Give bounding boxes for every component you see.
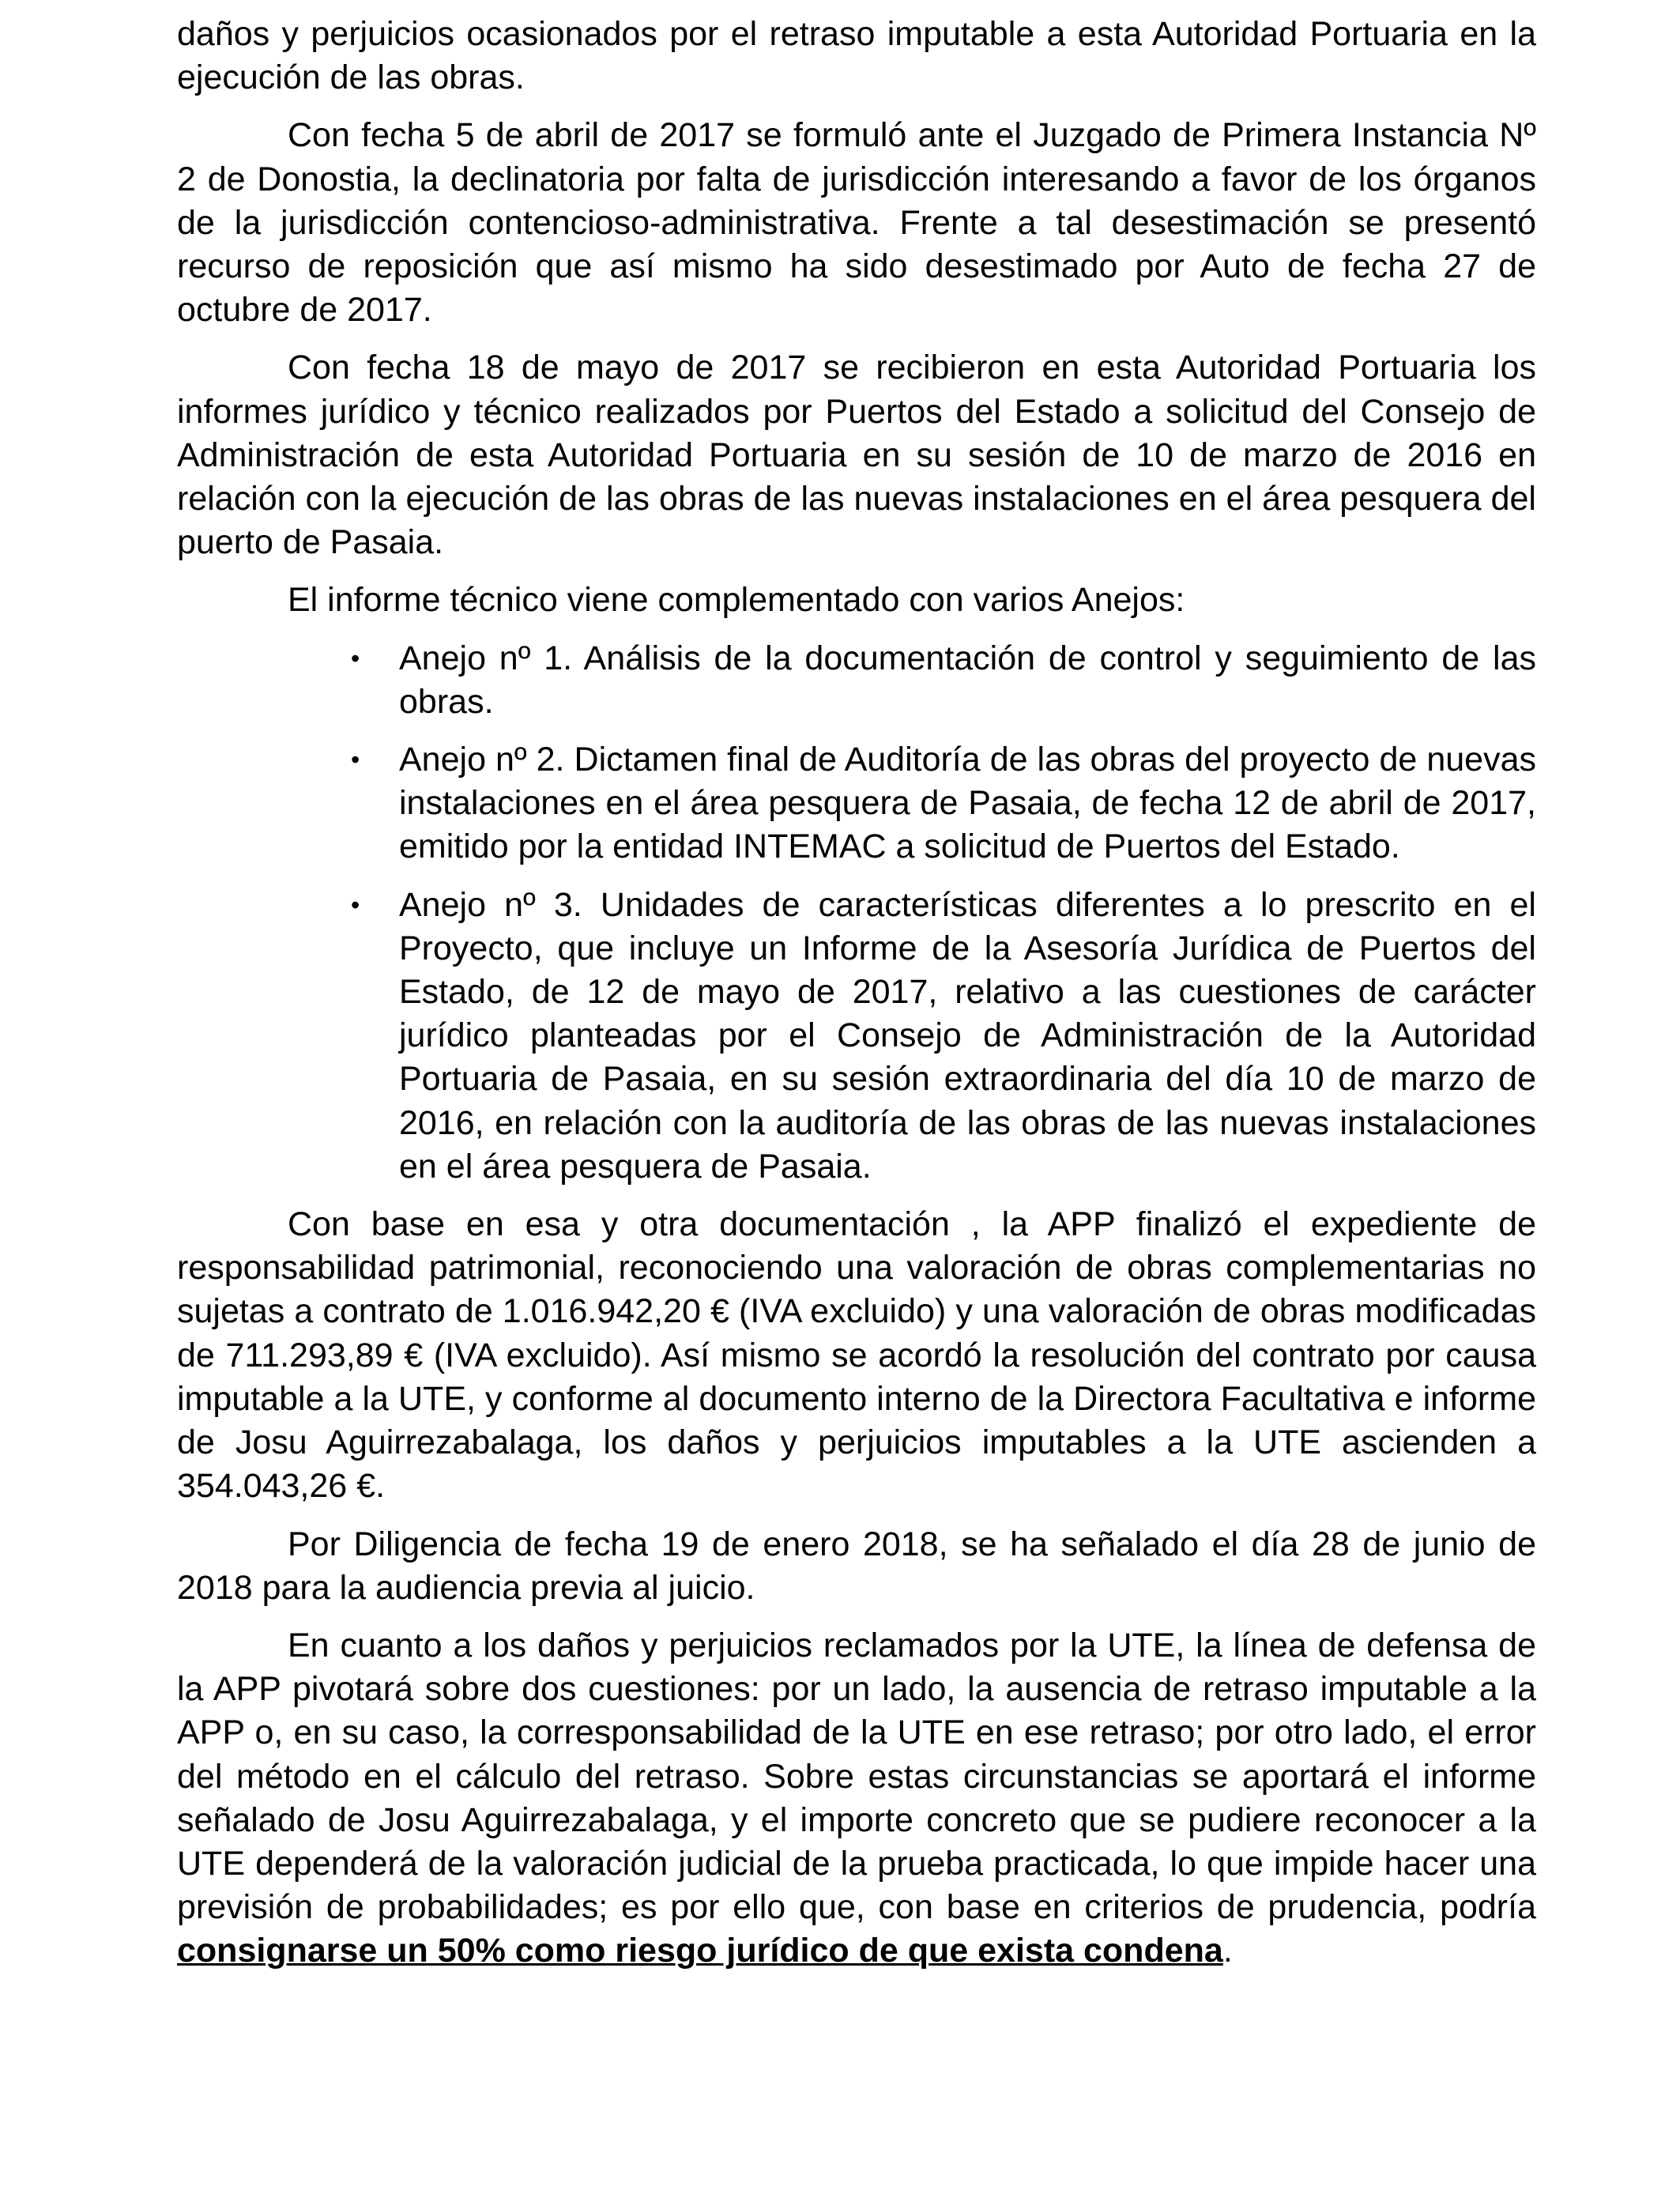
paragraph-declinatoria: Con fecha 5 de abril de 2017 se formuló ante el Juzgado de Primera Instancia Nº 2 de Donostia, la declinatoria por falta de jurisdicción interesando a favor de los órganos de la jurisdicción contencioso-administrativa. Frente a tal desestimación se presentó recurso de reposición que así mismo ha sido desestimado por Auto de fecha 27 de octubre de 2017. xyxy=(177,116,1536,330)
anejo-text: Anejo nº 2. Dictamen final de Auditoría de las obras del proyecto de nuevas instalaciones en el área pesquera de Pasaia, de fecha 12 de abril de 2017, emitido por la entidad INTEMAC a solicitud de Puertos del Estado. xyxy=(399,741,1536,866)
anejos-list xyxy=(177,637,1536,1189)
anejo-text: Anejo nº 1. Análisis de la documentación de control y seguimiento de las obras. xyxy=(399,639,1536,721)
bullet-icon: • xyxy=(351,745,360,775)
paragraph-anejos-intro: El informe técnico viene complementado con varios Anejos: xyxy=(288,581,1185,620)
anejo-text: Anejo nº 3. Unidades de características diferentes a lo prescrito en el Proyecto, que incluye un Informe de la Asesoría Jurídica de Puertos del Estado, de 12 de mayo de 2017, relativo a las cuestiones de carácter jurídico planteadas por el Consejo de Administración de la Autoridad Portuaria de Pasaia, en su sesión extraordinaria del día 10 de marzo de 2016, en relación con la auditoría de las obras de las nuevas instalaciones en el área pesquera de Pasaia. xyxy=(399,885,1536,1186)
document-page xyxy=(177,13,1536,1973)
paragraph-defensa xyxy=(177,1624,1536,1973)
paragraph-diligencia: Por Diligencia de fecha 19 de enero 2018, se ha señalado el día 28 de junio de 2018 para la audiencia previa al juicio. xyxy=(177,1525,1536,1607)
paragraph-retraso: daños y perjuicios ocasionados por el retraso imputable a esta Autoridad Portuaria en la ejecución de las obras. xyxy=(177,15,1536,97)
list-item-anejo-3 xyxy=(177,884,1536,1189)
defensa-text: En cuanto a los daños y perjuicios reclamados por la UTE, la línea de defensa de la APP pivotará sobre dos cuestiones: por un lado, la ausencia de retraso imputable a la APP o, en su caso, la corresponsabilidad de la UTE en ese retraso; por otro lado, el error del método en el cálculo del retraso. Sobre estas circunstancias se aportará el informe señalado de Josu Aguirrezabalaga, y el importe concreto que se pudiere reconocer a la UTE dependerá de la valoración judicial de la prueba practicada, lo que impide hacer una previsión de probabilidades; es por ello que, con base en criterios de prudencia, podría xyxy=(177,1626,1536,1927)
bullet-icon: • xyxy=(351,643,360,673)
list-item-anejo-2 xyxy=(177,738,1536,869)
paragraph-responsabilidad-patrimonial: Con base en esa y otra documentación , la APP finalizó el expediente de responsabilidad patrimonial, reconociendo una valoración de obras complementarias no sujetas a contrato de 1.016.942,20 € (IVA excluido) y una valoración de obras modificadas de 711.293,89 € (IVA excluido). Así mismo se acordó la resolución del contrato por causa imputable a la UTE, y conforme al documento interno de la Directora Facultativa e informe de Josu Aguirrezabalaga, los daños y perjuicios imputables a la UTE ascienden a 354.043,26 €. xyxy=(177,1205,1536,1506)
paragraph-informes-puertos: Con fecha 18 de mayo de 2017 se recibieron en esta Autoridad Portuaria los informes jurídico y técnico realizados por Puertos del Estado a solicitud del Consejo de Administración de esta Autoridad Portuaria en su sesión de 10 de marzo de 2016 en relación con la ejecución de las obras de las nuevas instalaciones en el área pesquera del puerto de Pasaia. xyxy=(177,349,1536,562)
list-item-anejo-1 xyxy=(177,637,1536,724)
riesgo-juridico-emphasis: consignarse un 50% como riesgo jurídico de que exista condena xyxy=(177,1932,1223,1970)
bullet-icon: • xyxy=(351,890,360,919)
defensa-end: . xyxy=(1222,1932,1233,1970)
